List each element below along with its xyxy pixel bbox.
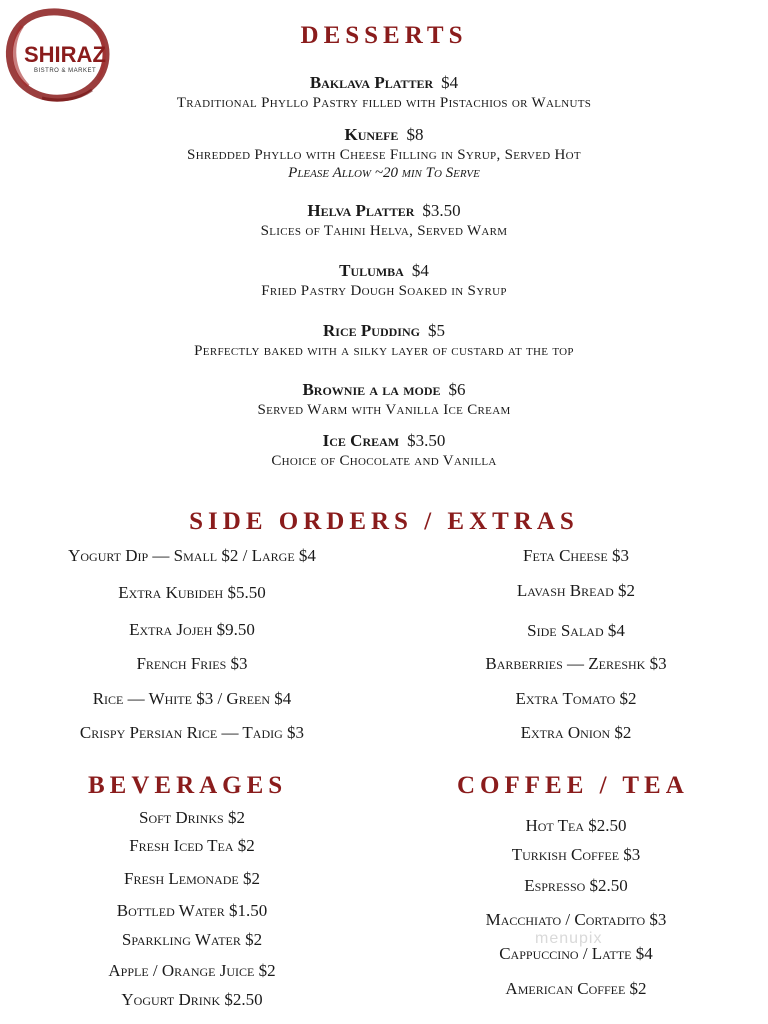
dessert-description: Perfectly baked with a silky layer of custard at the top — [194, 343, 574, 359]
dessert-name: Kunefe — [344, 125, 399, 144]
side-item: Rice — White $3 / Green $4 — [92, 689, 292, 708]
dessert-price: $3.50 — [422, 201, 461, 220]
watermark: menupix — [535, 930, 603, 947]
beverage-item: Fresh Lemonade $2 — [123, 869, 260, 888]
side-item: Extra Tomato $2 — [515, 689, 637, 708]
dessert-price: $6 — [448, 380, 466, 399]
dessert-description: Choice of Chocolate and Vanilla — [271, 453, 497, 469]
dessert-name: Tulumba — [339, 261, 404, 280]
coffee-heading: COFFEE / TEA — [457, 772, 689, 799]
dessert-price: $4 — [411, 261, 429, 280]
coffee-item: Espresso $2.50 — [524, 876, 628, 895]
side-item: Barberries — Zereshk $3 — [485, 654, 667, 673]
dessert-name: Ice Cream — [322, 431, 400, 450]
logo-tagline: BISTRO & MARKET — [34, 68, 97, 74]
dessert-price: $3.50 — [407, 431, 446, 450]
coffee-item: American Coffee $2 — [505, 979, 647, 998]
desserts-heading: DESSERTS — [300, 22, 468, 49]
side-item: Extra Onion $2 — [520, 723, 632, 742]
side-item: Extra Jojeh $9.50 — [129, 620, 255, 639]
dessert-item — [0, 125, 768, 145]
side-item: Extra Kubideh $5.50 — [118, 583, 266, 602]
dessert-description: Shredded Phyllo with Cheese Filling in Syrup, Served Hot — [187, 147, 581, 163]
dessert-description: Served Warm with Vanilla Ice Cream — [257, 402, 511, 418]
dessert-item — [0, 431, 768, 451]
dessert-item — [0, 321, 768, 341]
side-item: Feta Cheese $3 — [523, 546, 629, 565]
dessert-price: $4 — [441, 73, 459, 92]
dessert-item — [0, 73, 768, 93]
dessert-name: Baklava Platter — [309, 73, 434, 92]
side-item: Side Salad $4 — [527, 621, 625, 640]
beverage-item: Bottled Water $1.50 — [116, 901, 268, 920]
coffee-item: Turkish Coffee $3 — [511, 845, 641, 864]
dessert-description: Traditional Phyllo Pastry filled with Pistachios or Walnuts — [176, 95, 592, 111]
beverage-item: Fresh Iced Tea $2 — [129, 836, 255, 855]
dessert-description: Slices of Tahini Helva, Served Warm — [260, 223, 508, 239]
beverage-item: Soft Drinks $2 — [139, 808, 245, 827]
dessert-item — [0, 380, 768, 400]
dessert-name: Helva Platter — [307, 201, 415, 220]
dessert-name: Brownie a la mode — [302, 380, 441, 399]
side-item: Crispy Persian Rice — Tadig $3 — [79, 723, 305, 742]
coffee-item: Hot Tea $2.50 — [525, 816, 627, 835]
dessert-price: $8 — [406, 125, 424, 144]
side-item: Yogurt Dip — Small $2 / Large $4 — [68, 546, 316, 565]
dessert-item — [0, 261, 768, 281]
coffee-item: Cappuccino / Latte $4 — [499, 944, 653, 963]
beverage-item: Apple / Orange Juice $2 — [108, 961, 276, 980]
logo-name: SHIRAZ — [24, 42, 106, 67]
beverages-heading: BEVERAGES — [88, 772, 288, 799]
dessert-note: Please Allow ~20 min To Serve — [288, 165, 480, 181]
dessert-price: $5 — [427, 321, 445, 340]
dessert-name: Rice Pudding — [323, 321, 420, 340]
beverage-item: Sparkling Water $2 — [121, 930, 263, 949]
side-item: Lavash Bread $2 — [516, 581, 636, 600]
dessert-item — [0, 201, 768, 221]
beverage-item: Yogurt Drink $2.50 — [121, 990, 263, 1009]
side-item: French Fries $3 — [136, 654, 248, 673]
dessert-description: Fried Pastry Dough Soaked in Syrup — [261, 283, 507, 299]
coffee-item: Macchiato / Cortadito $3 — [485, 910, 667, 929]
sides-heading: SIDE ORDERS / EXTRAS — [189, 508, 579, 535]
